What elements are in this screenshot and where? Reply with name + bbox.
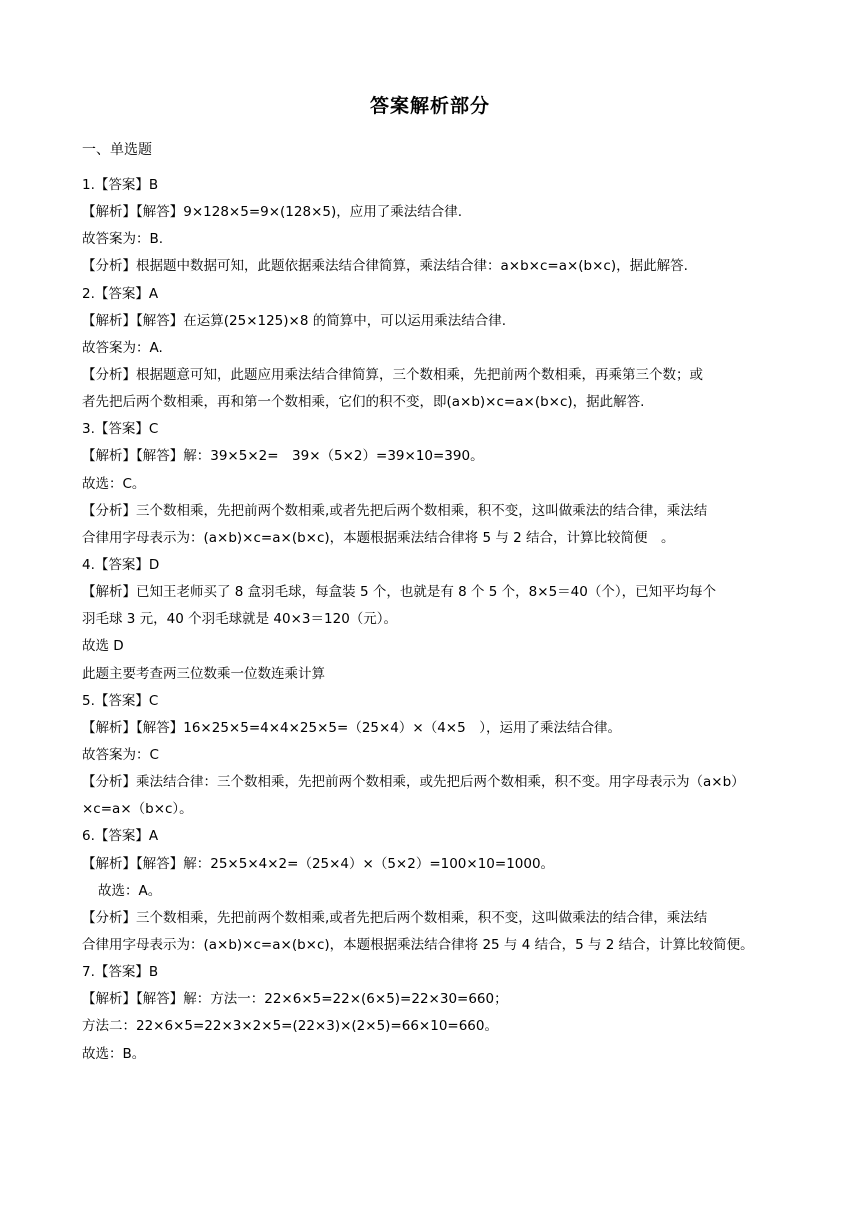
- answer-line: 故选：B。: [82, 1045, 146, 1062]
- answer-line: 方法二：22×6×5=22×3×2×5=(22×3)×(2×5)=66×10=660。: [82, 1018, 498, 1035]
- answer-line: 【解析】【解答】在运算(25×125)×8 的简算中，可以运用乘法结合律.: [82, 312, 507, 329]
- answer-line: 【解析】已知王老师买了 8 盒羽毛球，每盒装 5 个，也就是有 8 个 5 个，8×5＝40（个），已知平均每个: [82, 584, 717, 601]
- answer-line: 此题主要考查两三位数乘一位数连乘计算: [82, 665, 325, 682]
- answer-line: 1.【答案】B: [82, 177, 159, 193]
- answer-line: 4.【答案】D: [82, 556, 160, 573]
- answer-line: 5.【答案】C: [82, 692, 159, 709]
- answer-line: 合律用字母表示为：(a×b)×c=a×(b×c)，本题根据乘法结合律将 25 与 4 结合，5 与 2 结合，计算比较简便。: [82, 936, 754, 953]
- answer-line: 【解析】【解答】解：25×5×4×2=（25×4）×（5×2）=100×10=1000。: [82, 855, 555, 872]
- answer-line: 【解析】【解答】解：39×5×2= 39×（5×2）=39×10=390。: [82, 448, 484, 465]
- answer-line: 【解析】【解答】9×128×5=9×(128×5)，应用了乘法结合律.: [82, 204, 463, 221]
- answer-line: 【分析】乘法结合律：三个数相乘，先把前两个数相乘，或先把后两个数相乘，积不变。用字母表示为（a×b）: [82, 774, 745, 791]
- section-heading: 一、单选题: [82, 142, 152, 158]
- answer-body: [82, 172, 782, 1068]
- answer-line: 7.【答案】B: [82, 964, 159, 981]
- answer-line: 6.【答案】A: [82, 828, 159, 845]
- answer-line: 故答案为：B.: [82, 231, 164, 248]
- answer-line: 【分析】根据题意可知，此题应用乘法结合律简算，三个数相乘，先把前两个数相乘，再乘第三个数；或: [82, 366, 703, 383]
- answer-line: 故选 D: [82, 638, 124, 655]
- answer-line: 故答案为：A.: [82, 339, 163, 356]
- answer-line: 2.【答案】A: [82, 285, 159, 302]
- answer-line: 【解析】【解答】16×25×5=4×4×25×5=（25×4）×（4×5 ），运用了乘法结合律。: [82, 719, 621, 736]
- answer-line: 【分析】三个数相乘，先把前两个数相乘,或者先把后两个数相乘，积不变，这叫做乘法的结合律，乘法结: [82, 909, 708, 926]
- document-title: 答案解析部分: [369, 95, 490, 117]
- answer-line: 3.【答案】C: [82, 421, 159, 438]
- answer-line: 【分析】根据题中数据可知，此题依据乘法结合律简算，乘法结合律：a×b×c=a×(b×c)，据此解答.: [82, 258, 688, 275]
- answer-line: 故选：C。: [82, 475, 146, 492]
- answer-line: 合律用字母表示为：(a×b)×c=a×(b×c)，本题根据乘法结合律将 5 与 2 结合，计算比较简便 。: [82, 529, 675, 546]
- answer-line: 【解析】【解答】解：方法一：22×6×5=22×(6×5)=22×30=660；: [82, 991, 508, 1008]
- answer-line: 羽毛球 3 元，40 个羽毛球就是 40×3＝120（元）。: [82, 611, 398, 628]
- answer-line: 故选：A。: [98, 882, 162, 899]
- answer-line: ×c=a×（b×c）。: [82, 801, 193, 818]
- answer-line: 【分析】三个数相乘，先把前两个数相乘,或者先把后两个数相乘，积不变，这叫做乘法的结合律，乘法结: [82, 502, 708, 519]
- answer-line: 故答案为：C: [82, 746, 159, 763]
- answer-line: 者先把后两个数相乘，再和第一个数相乘，它们的积不变，即(a×b)×c=a×(b×c)，据此解答.: [82, 394, 645, 411]
